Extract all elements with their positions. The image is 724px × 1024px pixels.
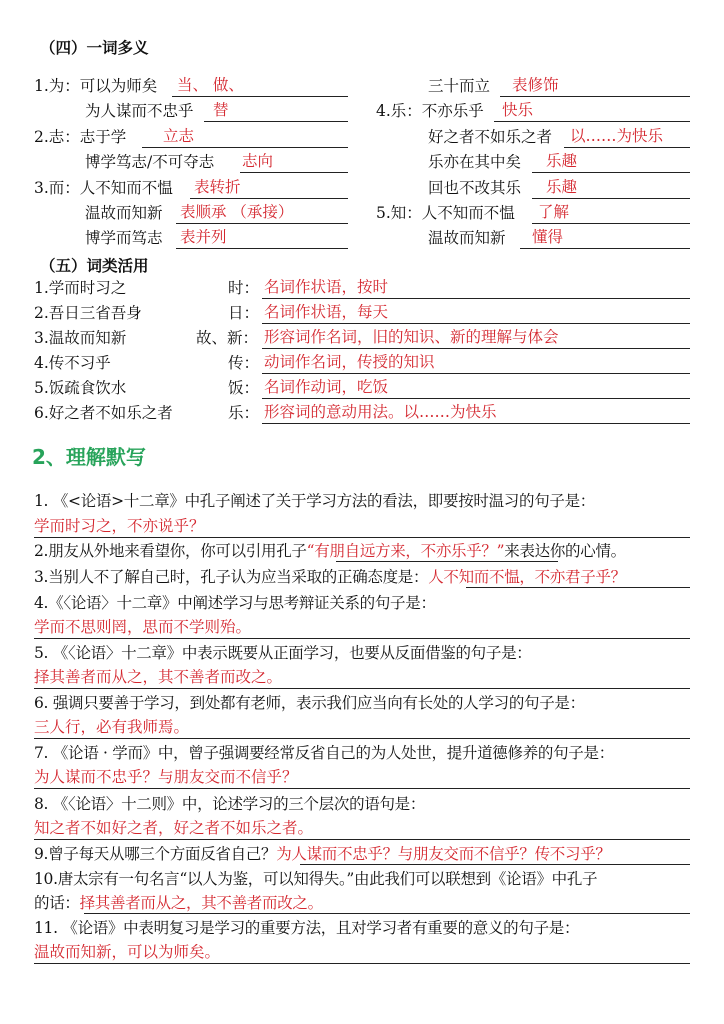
polysemy-num: 4.乐： (376, 102, 422, 120)
polysemy-phrase: 博学笃志/不可夺志 (85, 153, 215, 171)
question-text-cont: 的话： (34, 894, 80, 912)
answer-line (142, 147, 348, 148)
polysemy-phrase: 好之者不如乐之者 (428, 128, 553, 146)
answer-text: 学而不思则罔，思而不学则殆。 (34, 618, 252, 636)
word-class-sentence: 6.好之者不如乐之者 (34, 404, 173, 422)
answer-text: 为人谋而不忠乎？与朋友交而不信乎？ (34, 768, 298, 786)
answer-line (190, 198, 348, 199)
answer-text: 知之者不如好之者，好之者不如乐之者。 (34, 819, 314, 837)
polysemy-phrase: 温故而知新 (428, 229, 506, 247)
answer-line (34, 688, 690, 689)
polysemy-num: 3.而： (34, 179, 80, 197)
polysemy-row (34, 178, 173, 198)
word-class-sentence: 3.温故而知新 (34, 329, 127, 347)
polysemy-phrase: 可以为师矣 (79, 77, 158, 95)
word-class-answer: 名词作状语，按时 (264, 278, 389, 296)
answer-line (176, 223, 348, 224)
question-row (34, 892, 323, 914)
answer-line (34, 638, 690, 639)
question-text: 6. 强调只要善于学习，到处都有老师，表示我们应当向有长处的人学习的句子是： (34, 694, 585, 712)
polysemy-row (34, 76, 157, 96)
polysemy-phrase: 志于学 (79, 128, 127, 146)
question-text: 3.当别人不了解自己时，孔子认为应当采取的正确态度是： (34, 568, 429, 586)
answer-text: 学而时习之，不亦说乎？ (34, 517, 205, 535)
word-class-answer: 名词作状语，每天 (264, 303, 389, 321)
polysemy-answer: 表转折 (194, 178, 241, 196)
answer-text: 人不知而不愠，不亦君子乎？ (428, 568, 626, 586)
polysemy-phrase: 为人谋而不忠乎 (85, 102, 194, 120)
question-text: 4.《〈论语〉十二章》中阐述学习与思考辩证关系的句子是： (34, 594, 436, 612)
word-class-sentence: 5.饭疏食饮水 (34, 379, 127, 397)
question-text: 8. 《〈论语〉十二则》中，论述学习的三个层次的语句是： (34, 795, 426, 813)
answer-line (336, 561, 558, 562)
polysemy-answer: 表修饰 (512, 76, 559, 94)
polysemy-row (376, 101, 484, 121)
word-class-sentence: 2.吾日三省吾身 (34, 304, 142, 322)
section-title-polysemy: （四）一词多义 (40, 38, 149, 57)
question-text: 9.曾子每天从哪三个方面反省自己？ (34, 845, 277, 863)
question-row (34, 540, 626, 562)
answer-line (34, 738, 690, 739)
polysemy-answer: 快乐 (502, 101, 534, 119)
word-class-answer: 形容词作名词，旧的知识、新的理解与体会 (264, 328, 559, 346)
word-class-answer: 名词作动词，吃饭 (264, 378, 389, 396)
answer-line (300, 864, 690, 865)
polysemy-num: 5.知： (376, 204, 422, 222)
word-class-word: 饭： (228, 379, 260, 397)
answer-line (494, 121, 690, 122)
word-class-sentence: 4.传不习乎 (34, 354, 111, 372)
polysemy-row (34, 127, 126, 147)
word-class-word: 故、新： (196, 329, 259, 347)
answer-line (532, 198, 690, 199)
answer-text: 三人行，必有我师焉。 (34, 718, 190, 736)
answer-line (564, 147, 690, 148)
question-text-tail: 来表达你的心情。 (504, 542, 626, 560)
answer-line (34, 839, 690, 840)
polysemy-num: 1.为： (34, 77, 80, 95)
polysemy-phrase: 回也不改其乐 (428, 179, 522, 197)
section-title-dictation: 2、理解默写 (32, 445, 146, 469)
word-class-answer: 动词作名词，传授的知识 (264, 353, 435, 371)
answer-text: “有朋自远方来，不亦乐乎？” (306, 542, 505, 560)
answer-line (176, 248, 348, 249)
answer-text: 择其善者而从之，其不善者而改之。 (79, 894, 323, 912)
answer-line (262, 348, 690, 349)
answer-text: 择其善者而从之，其不善者而改之。 (34, 668, 283, 686)
polysemy-answer: 表顺承 （承接） (180, 203, 294, 221)
answer-line (34, 537, 690, 538)
question-row (34, 566, 626, 588)
question-text: 2.朋友从外地来看望你，你可以引用孔子 (34, 542, 307, 560)
answer-line (532, 172, 690, 173)
answer-text: 为人谋而不忠乎？与朋友交而不信乎？传不习乎？ (276, 845, 611, 863)
answer-line (262, 423, 690, 424)
polysemy-answer: 志向 (242, 152, 274, 170)
answer-line (240, 172, 348, 173)
word-class-answer: 形容词的意动用法。以……为快乐 (264, 403, 497, 421)
question-text: 10.唐太宗有一句名言“以人为鉴，可以知得失。”由此我们可以联想到《论语》中孔子 (34, 870, 598, 888)
polysemy-phrase: 不亦乐乎 (421, 102, 484, 120)
polysemy-num: 2.志： (34, 128, 80, 146)
polysemy-answer: 乐趣 (546, 152, 578, 170)
polysemy-row (376, 203, 515, 223)
polysemy-phrase: 三十而立 (428, 77, 491, 95)
answer-line (262, 298, 690, 299)
polysemy-answer: 以……为快乐 (570, 127, 664, 145)
question-text: 7. 《论语 · 学而》中，曾子强调要经常反省自己的为人处世，提升道德修养的句子是： (34, 744, 614, 762)
polysemy-phrase: 温故而知新 (85, 204, 163, 222)
polysemy-answer: 乐趣 (546, 178, 578, 196)
word-class-word: 传： (228, 354, 260, 372)
word-class-word: 乐： (228, 404, 260, 422)
polysemy-answer: 替 (213, 101, 229, 119)
word-class-word: 日： (228, 304, 260, 322)
answer-line (84, 913, 690, 914)
polysemy-answer: 当、 做、 (177, 76, 244, 94)
answer-line (172, 96, 348, 97)
answer-line (532, 223, 690, 224)
word-class-sentence: 1.学而时习之 (34, 279, 127, 297)
polysemy-phrase: 乐亦在其中矣 (428, 153, 522, 171)
answer-line (204, 121, 348, 122)
question-text: 5. 《〈论语〉十二章》中表示既要从正面学习，也要从反面借鉴的句子是： (34, 644, 532, 662)
answer-line (34, 788, 690, 789)
polysemy-answer: 懂得 (532, 228, 564, 246)
polysemy-answer: 表并列 (180, 228, 227, 246)
answer-line (34, 963, 690, 964)
question-row (34, 843, 611, 865)
answer-text: 温故而知新，可以为师矣。 (34, 943, 221, 961)
answer-line (520, 248, 690, 249)
polysemy-phrase: 人不知而不愠 (421, 204, 515, 222)
answer-line (466, 587, 690, 588)
answer-line (262, 323, 690, 324)
polysemy-phrase: 博学而笃志 (85, 229, 163, 247)
polysemy-answer: 立志 (163, 127, 195, 145)
polysemy-answer: 了解 (538, 203, 570, 221)
question-text: 11. 《论语》中表明复习是学习的重要方法，且对学习者有重要的意义的句子是： (34, 919, 580, 937)
answer-line (262, 398, 690, 399)
answer-line (262, 373, 690, 374)
word-class-word: 时： (228, 279, 260, 297)
question-text: 1. 《<论语>十二章》中孔子阐述了关于学习方法的看法，即要按时温习的句子是： (34, 492, 595, 510)
answer-line (500, 96, 690, 97)
section-title-word-class: （五）词类活用 (40, 256, 149, 275)
polysemy-phrase: 人不知而不愠 (79, 179, 173, 197)
